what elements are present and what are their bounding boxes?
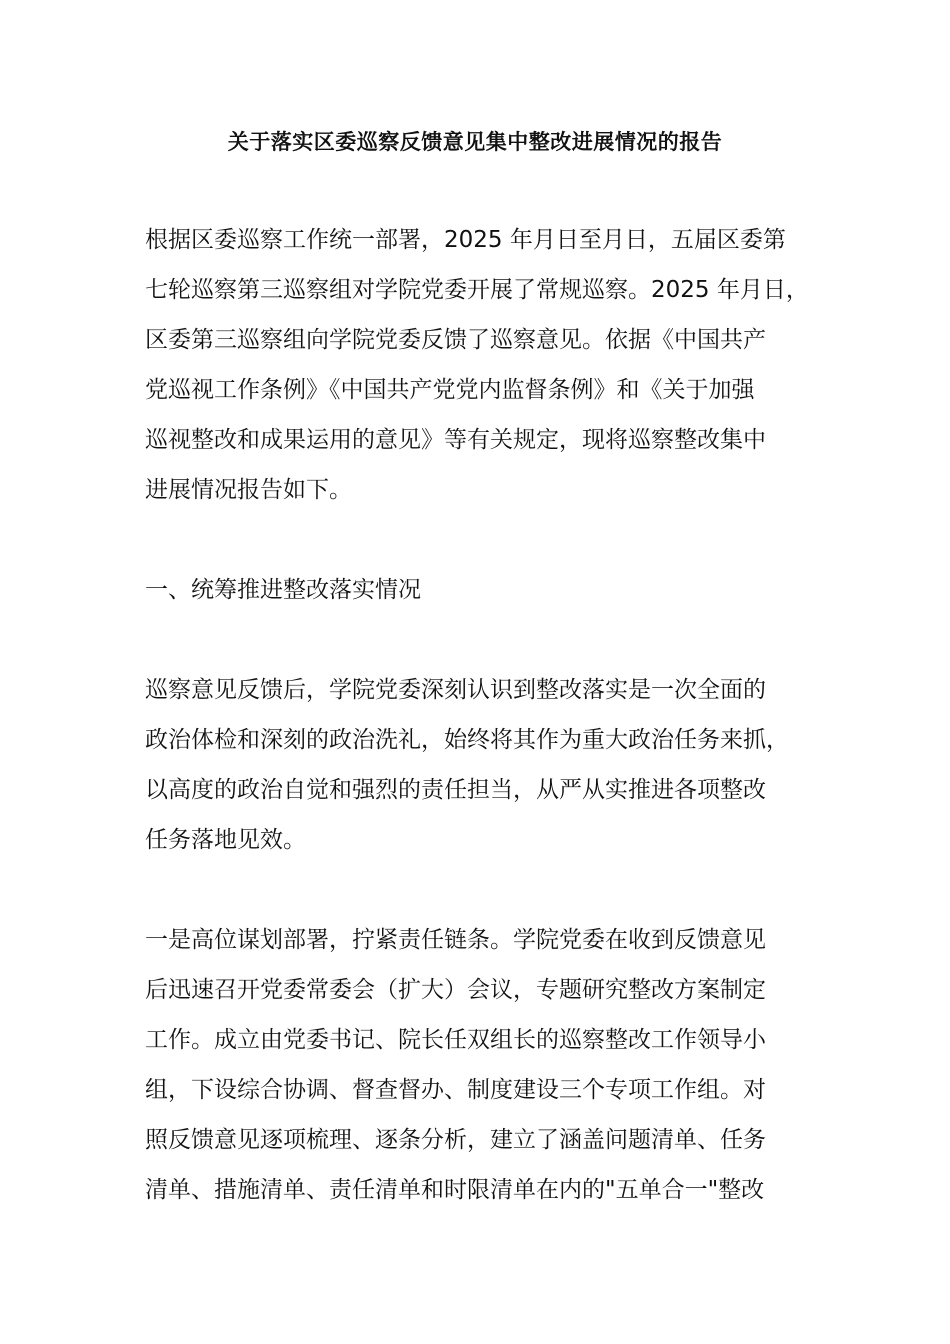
paragraph-line: 组，下设综合协调、督查督办、制度建设三个专项工作组。对 xyxy=(145,1077,766,1103)
paragraph-line: 根据区委巡察工作统一部署，2025 年月日至月日，五届区委第 xyxy=(145,227,786,253)
section-heading: 一、统筹推进整改落实情况 xyxy=(145,577,421,603)
paragraph-line: 任务落地见效。 xyxy=(145,827,306,853)
paragraph-line: 一是高位谋划部署，拧紧责任链条。学院党委在收到反馈意见 xyxy=(145,927,766,953)
paragraph-line: 照反馈意见逐项梳理、逐条分析，建立了涵盖问题清单、任务 xyxy=(145,1127,766,1153)
paragraph-line: 政治体检和深刻的政治洗礼，始终将其作为重大政治任务来抓， xyxy=(145,727,789,753)
paragraph-line: 巡视整改和成果运用的意见》等有关规定，现将巡察整改集中 xyxy=(145,427,766,453)
paragraph-line: 巡察意见反馈后，学院党委深刻认识到整改落实是一次全面的 xyxy=(145,677,766,703)
paragraph-line: 进展情况报告如下。 xyxy=(145,477,352,503)
paragraph-line: 七轮巡察第三巡察组对学院党委开展了常规巡察。2025 年月日， xyxy=(145,277,809,303)
section-paragraph xyxy=(145,665,810,865)
document-title: 关于落实区委巡察反馈意见集中整改进展情况的报告 xyxy=(227,130,723,154)
paragraph-line: 区委第三巡察组向学院党委反馈了巡察意见。依据《中国共产 xyxy=(145,327,766,353)
point-paragraph xyxy=(145,915,810,1215)
paragraph-line: 清单、措施清单、责任清单和时限清单在内的"五单合一"整改 xyxy=(145,1177,765,1203)
paragraph-line: 工作。成立由党委书记、院长任双组长的巡察整改工作领导小 xyxy=(145,1027,766,1053)
intro-paragraph xyxy=(145,215,810,515)
paragraph-line: 后迅速召开党委常委会（扩大）会议，专题研究整改方案制定 xyxy=(145,977,766,1003)
paragraph-line: 党巡视工作条例》《中国共产党党内监督条例》和《关于加强 xyxy=(145,377,755,403)
paragraph-line: 以高度的政治自觉和强烈的责任担当，从严从实推进各项整改 xyxy=(145,777,766,803)
